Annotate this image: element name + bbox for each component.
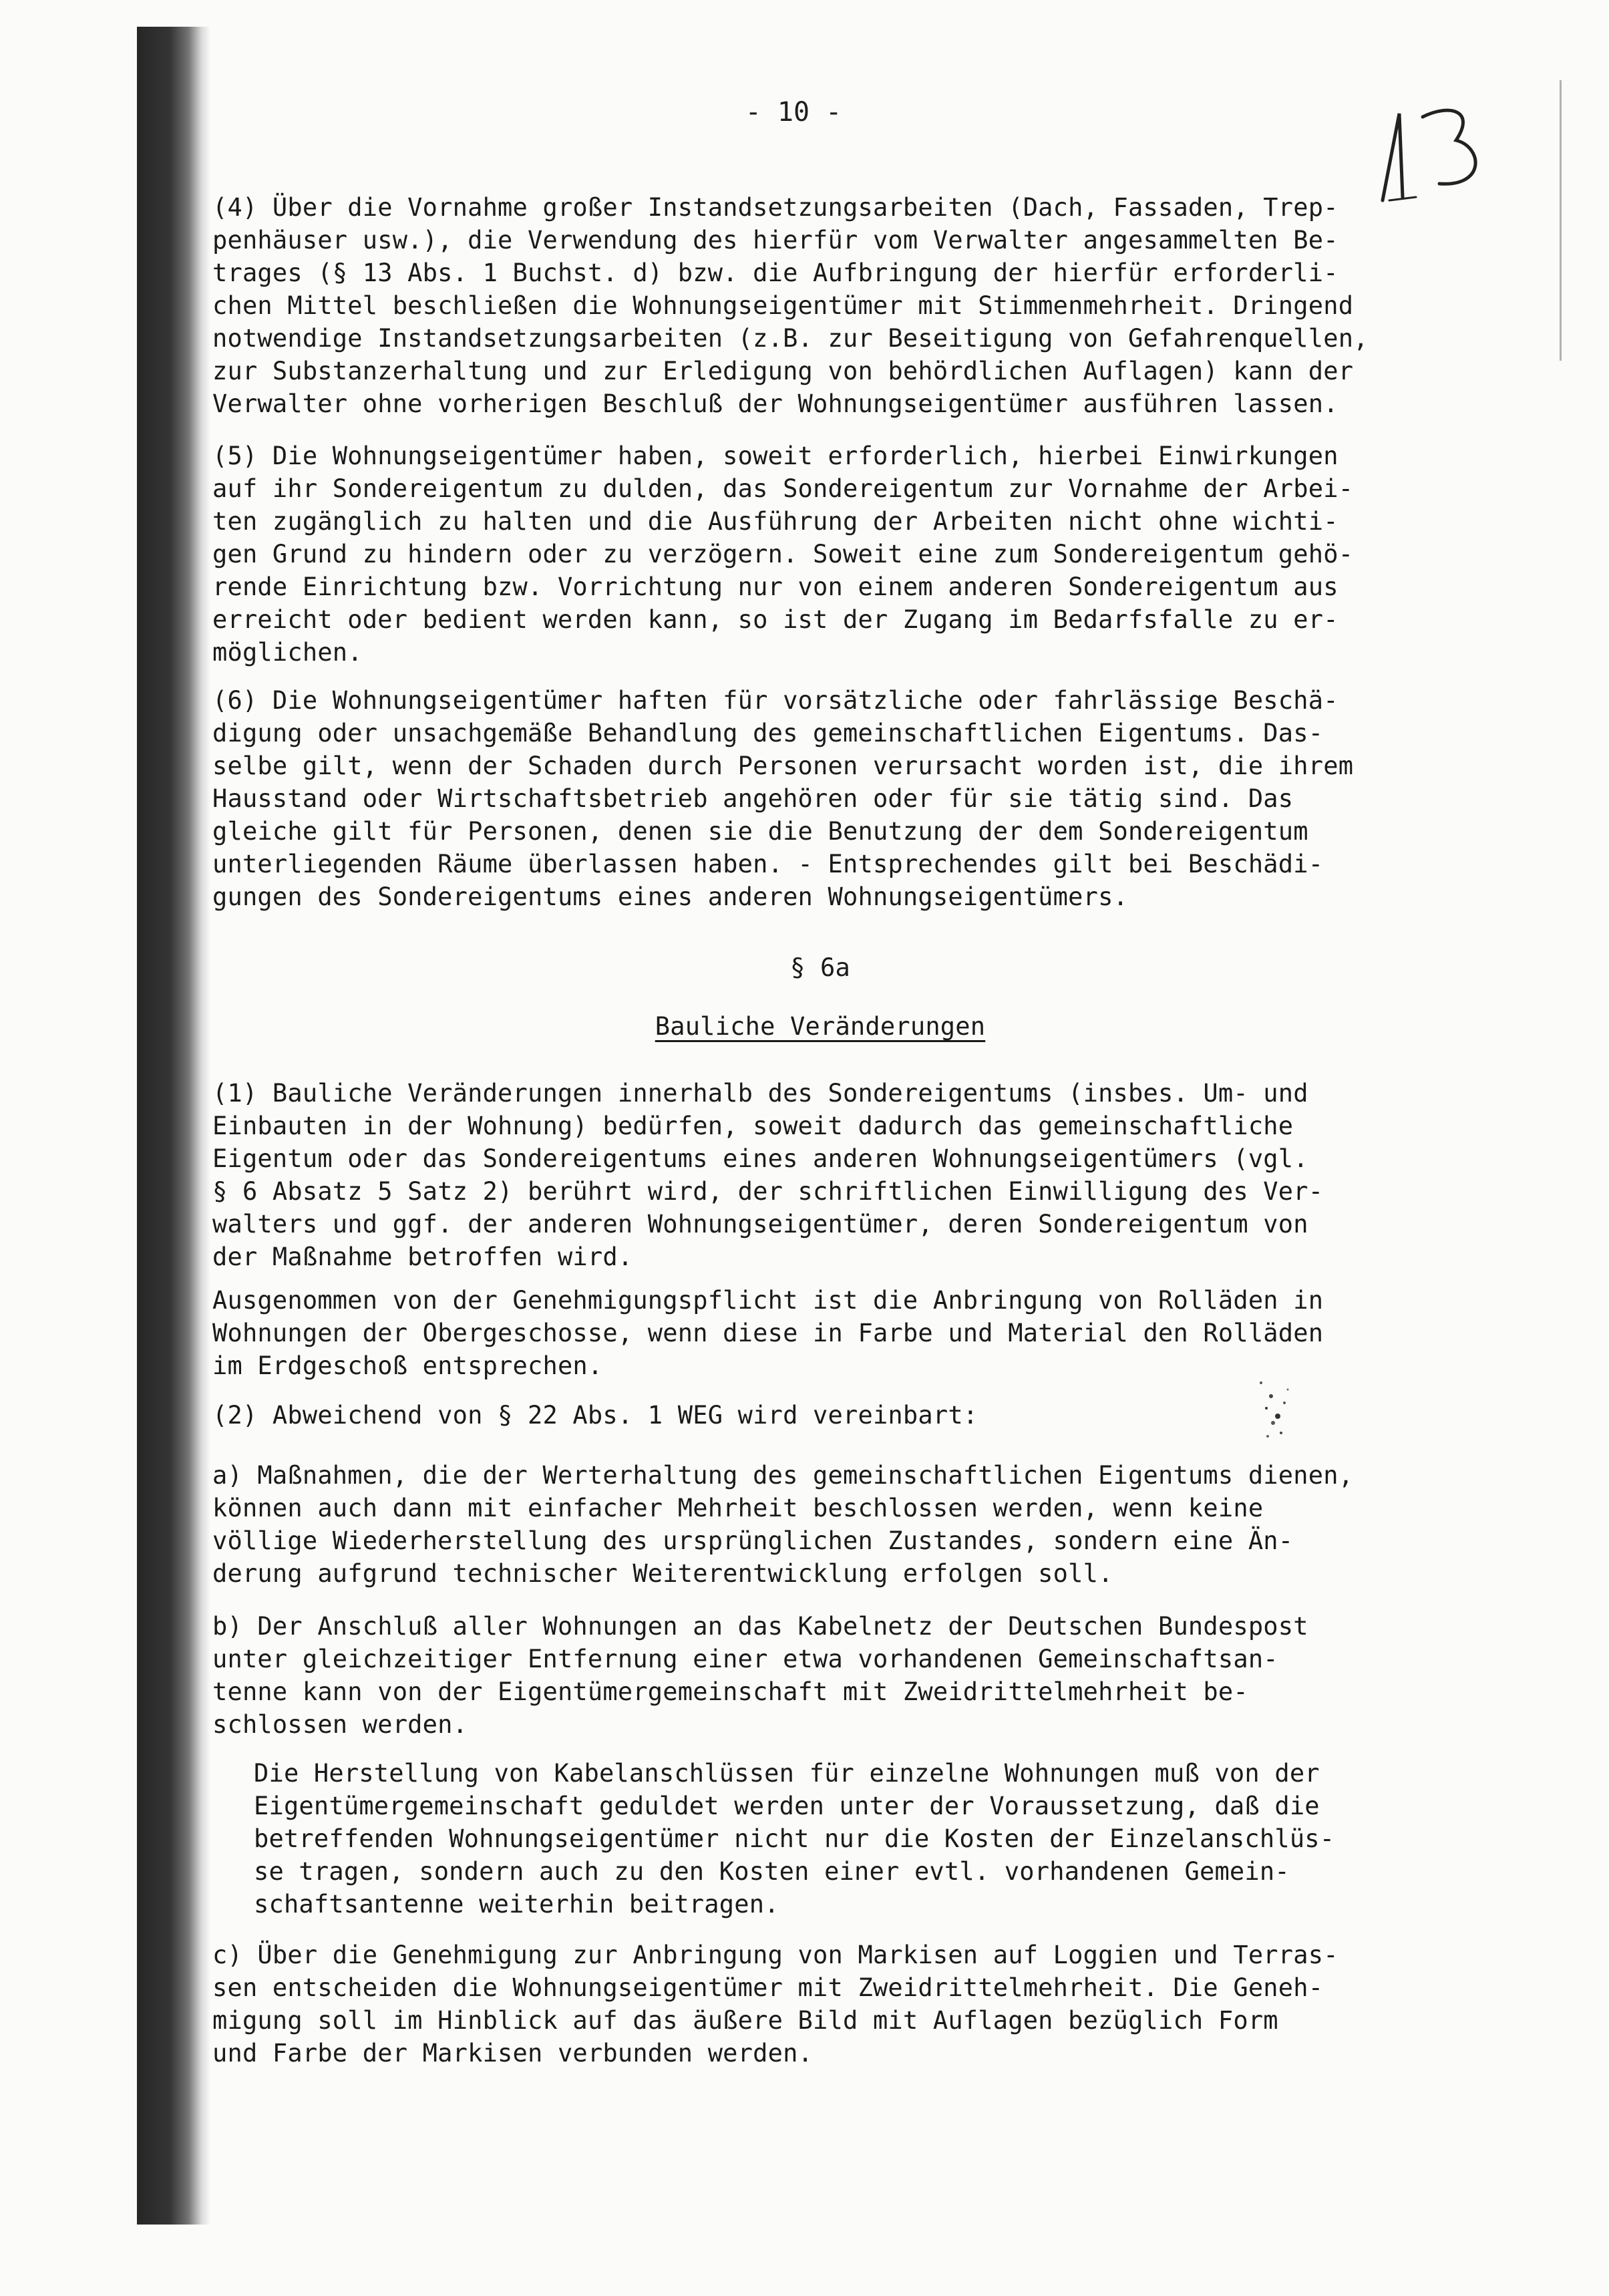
section-title-text: Bauliche Veränderungen [655,1012,986,1041]
section-number: § 6a [790,953,850,982]
section-paragraph-2: (2) Abweichend von § 22 Abs. 1 WEG wird vereinbart: [212,1401,978,1430]
section-paragraph-1: (1) Bauliche Veränderungen innerhalb des Sondereigentums (insbes. Um- und Einbauten in der Wohnung) bedürfen, soweit dadurch das gemeinschaftliche Eigentum oder das Sondereigentums eines anderen Wohnungseigentümers (vgl. § 6 Absatz 5 Satz 2) berührt wird, der schriftlichen Einwilligung des Ver- walters und ggf. der anderen Wohnungseigentümer, deren Sondereigentum von der Maßnahme betroffen wird. [212,1079,1324,1271]
paragraph-6: (6) Die Wohnungseigentümer haften für vorsätzliche oder fahrlässige Beschä- digung oder unsachgemäße Behandlung des gemeinschaftlichen Eigentums. Das- selbe gilt, wenn der Schaden durch Personen verursacht worden ist, die ihrem Hausstand oder Wirtschaftsbetrieb angehören oder für sie tätig sind. Das gleiche gilt für Personen, denen sie die Benutzung der dem Sondereigentum unterliegenden Räume überlassen haben. - Entsprechendes gilt bei Beschädi- gungen des Sondereigentums eines anderen Wohnungseigentümers. [212,686,1354,911]
paragraph-4: (4) Über die Vornahme großer Instandsetzungsarbeiten (Dach, Fassaden, Trep- penhäuser usw.), die Verwendung des hierfür vom Verwalter angesammelten Be- trages (§ 13 Abs. 1 Buchst. d) bzw. die Aufbringung der hierfür erforderli- chen Mittel beschließen die Wohnungseigentümer mit Stimmenmehrheit. Dringend notwendige Instandsetzungsarbeiten (z.B. zur Beseitigung von Gefahrenquellen, zur Substanzerhaltung und zur Erledigung von behördlichen Auflagen) kann der Verwalter ohne vorherigen Beschluß der Wohnungseigentümer ausführen lassen. [212,193,1369,418]
section-item-a: a) Maßnahmen, die der Werterhaltung des gemeinschaftlichen Eigentums dienen, können auch dann mit einfacher Mehrheit beschlossen werden, wenn keine völlige Wiederherstellung des ursprünglichen Zustandes, sondern eine Än- derung aufgrund technischer Weiterentwicklung erfolgen soll. [212,1461,1354,1588]
page-number: - 10 - [745,97,842,128]
paragraph-5: (5) Die Wohnungseigentümer haben, soweit erforderlich, hierbei Einwirkungen auf ihr Sondereigentum zu dulden, das Sondereigentum zur Vornahme der Arbei- ten zugänglich zu halten und die Ausführung der Arbeiten nicht ohne wichti- gen Grund zu hindern oder zu verzögern. Soweit eine zum Sondereigentum gehö- rende Einrichtung bzw. Vorrichtung nur von einem anderen Sondereigentum aus erreicht oder bedient werden kann, so ist der Zugang im Bedarfsfalle zu er- möglichen. [212,442,1354,667]
section-item-b-continuation: Die Herstellung von Kabelanschlüssen für einzelne Wohnungen muß von der Eigentümergemeinschaft geduldet werden unter der Voraussetzung, daß die betreffenden Wohnungseigentümer nicht nur die Kosten der Einzelanschlüs- se tragen, sondern auch zu den Kosten einer evtl. vorhandenen Gemein- schaftsantenne weiterhin beitragen. [254,1759,1335,1919]
scan-edge-shadow [137,27,210,2225]
section-item-b: b) Der Anschluß aller Wohnungen an das Kabelnetz der Deutschen Bundespost unter gleichzeitiger Entfernung einer etwa vorhandenen Gemeinschaftsan- tenne kann von der Eigentümergemeinschaft mit Zweidrittelmehrheit be- schlossen werden. [212,1612,1308,1739]
section-paragraph-1-exception: Ausgenommen von der Genehmigungspflicht ist die Anbringung von Rolläden in Wohnungen der Obergeschosse, wenn diese in Farbe und Material den Rolläden im Erdgeschoß entsprechen. [212,1286,1324,1380]
section-item-c: c) Über die Genehmigung zur Anbringung von Markisen auf Loggien und Terras- sen entscheiden die Wohnungseigentümer mit Zweidrittelmehrheit. Die Geneh- migung soll im Hinblick auf das äußere Bild mit Auflagen bezüglich Form und Farbe der Markisen verbunden werden. [212,1941,1338,2068]
scan-right-rule [1560,80,1562,361]
section-title [212,1010,1428,1043]
